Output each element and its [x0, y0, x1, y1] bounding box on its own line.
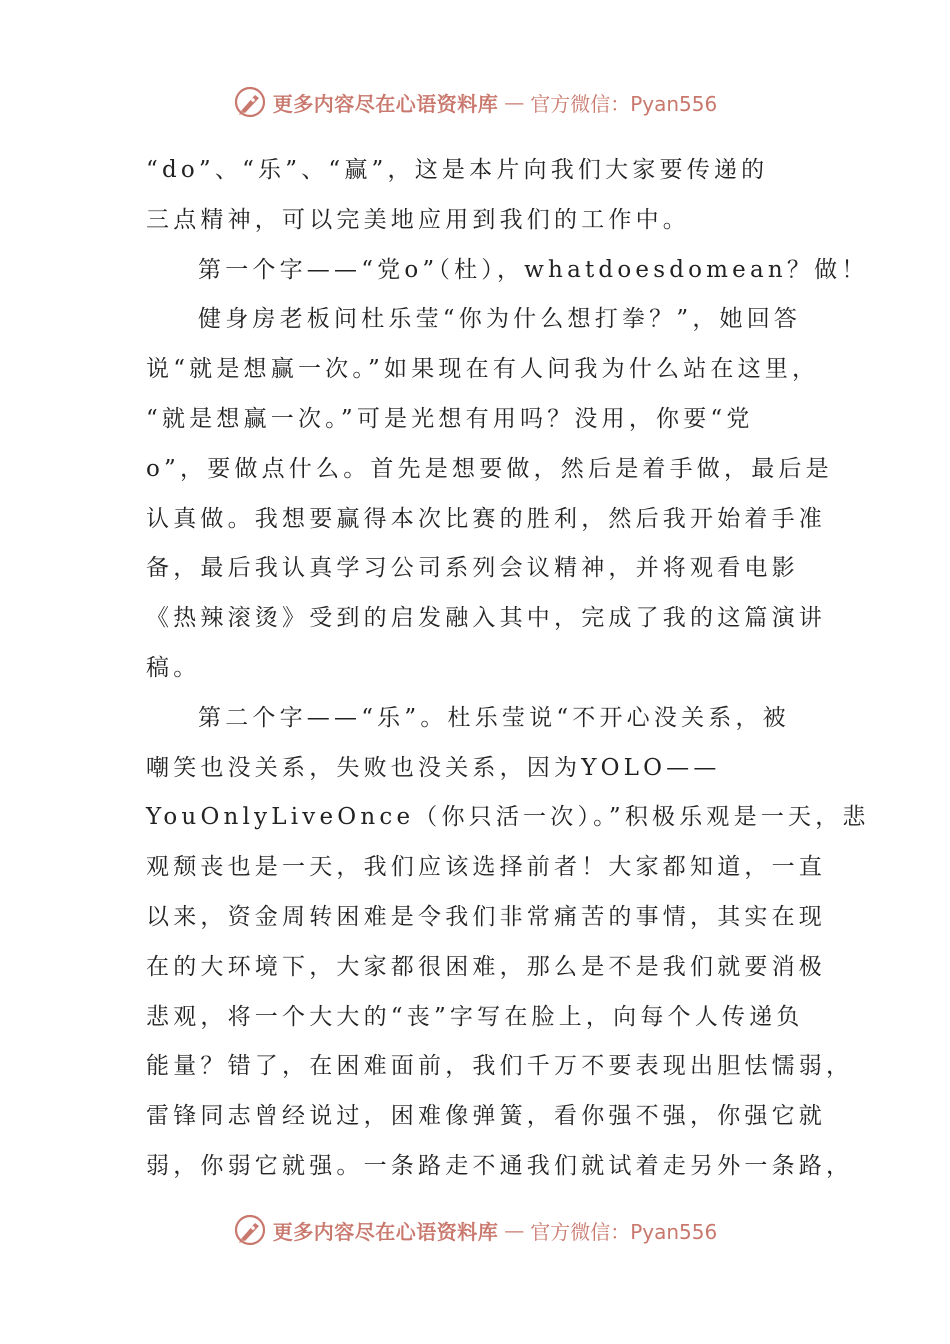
text-line: 《热辣滚烫》受到的启发融入其中，完成了我的这篇演讲	[146, 605, 826, 632]
banner-separator: —	[504, 1218, 525, 1242]
text-line: “就是想赢一次。”可是光想有用吗？没用，你要“党	[146, 405, 754, 432]
text-line: 健身房老板问杜乐莹“你为什么想打拳？”，她回答	[198, 306, 802, 333]
text-line: 在的大环境下，大家都很困难，那么是不是我们就要消极	[146, 953, 826, 980]
text-line: 说“就是想赢一次。”如果现在有人问我为什么站在这里，	[146, 356, 820, 383]
banner-title: 更多内容尽在心语资料库	[272, 91, 499, 116]
text-line: 第二个字——“乐”。杜乐莹说“不开心没关系，被	[198, 704, 790, 731]
text-line: 认真做。我想要赢得本次比赛的胜利，然后我开始着手准	[146, 505, 826, 532]
text-line: YouOnlyLiveOnce（你只活一次）。”积极乐观是一天，悲	[146, 804, 870, 831]
text-line: 雷锋同志曾经说过，困难像弹簧，看你强不强，你强它就	[146, 1103, 826, 1130]
footer-banner	[0, 1210, 950, 1250]
pen-nib-logo-icon	[233, 1213, 267, 1247]
text-line: 以来，资金周转困难是令我们非常痛苦的事情，其实在现	[146, 903, 826, 930]
header-banner	[0, 82, 950, 122]
text-line: 嘲笑也没关系，失败也没关系，因为YOLO——	[146, 754, 721, 781]
text-line: “do”、“乐”、“赢”，这是本片向我们大家要传递的	[146, 157, 769, 183]
pen-nib-logo-icon	[233, 85, 267, 119]
text-line: 弱，你弱它就强。一条路走不通我们就试着走另外一条路，	[146, 1152, 854, 1179]
text-line: 悲观，将一个大大的“丧”字写在脸上，向每个人传递负	[146, 1003, 804, 1030]
text-line: 三点精神，可以完美地应用到我们的工作中。	[146, 206, 690, 233]
text-line: 能量？错了，在困难面前，我们千万不要表现出胆怯懦弱，	[146, 1053, 854, 1080]
text-line: 观颓丧也是一天，我们应该选择前者！大家都知道，一直	[146, 854, 826, 881]
text-line: 备，最后我认真学习公司系列会议精神，并将观看电影	[146, 555, 799, 582]
text-line: 第一个字——“党o”（杜），whatdoesdomean？做！	[198, 256, 869, 283]
text-line: o”，要做点什么。首先是想要做，然后是着手做，最后是	[146, 455, 833, 482]
document-body	[146, 146, 870, 1192]
text-line: 稿。	[146, 654, 201, 681]
banner-wechat: 官方微信：Pyan556	[530, 1219, 718, 1244]
banner-title: 更多内容尽在心语资料库	[272, 1219, 499, 1244]
banner-wechat: 官方微信：Pyan556	[530, 91, 718, 116]
banner-separator: —	[504, 90, 525, 114]
